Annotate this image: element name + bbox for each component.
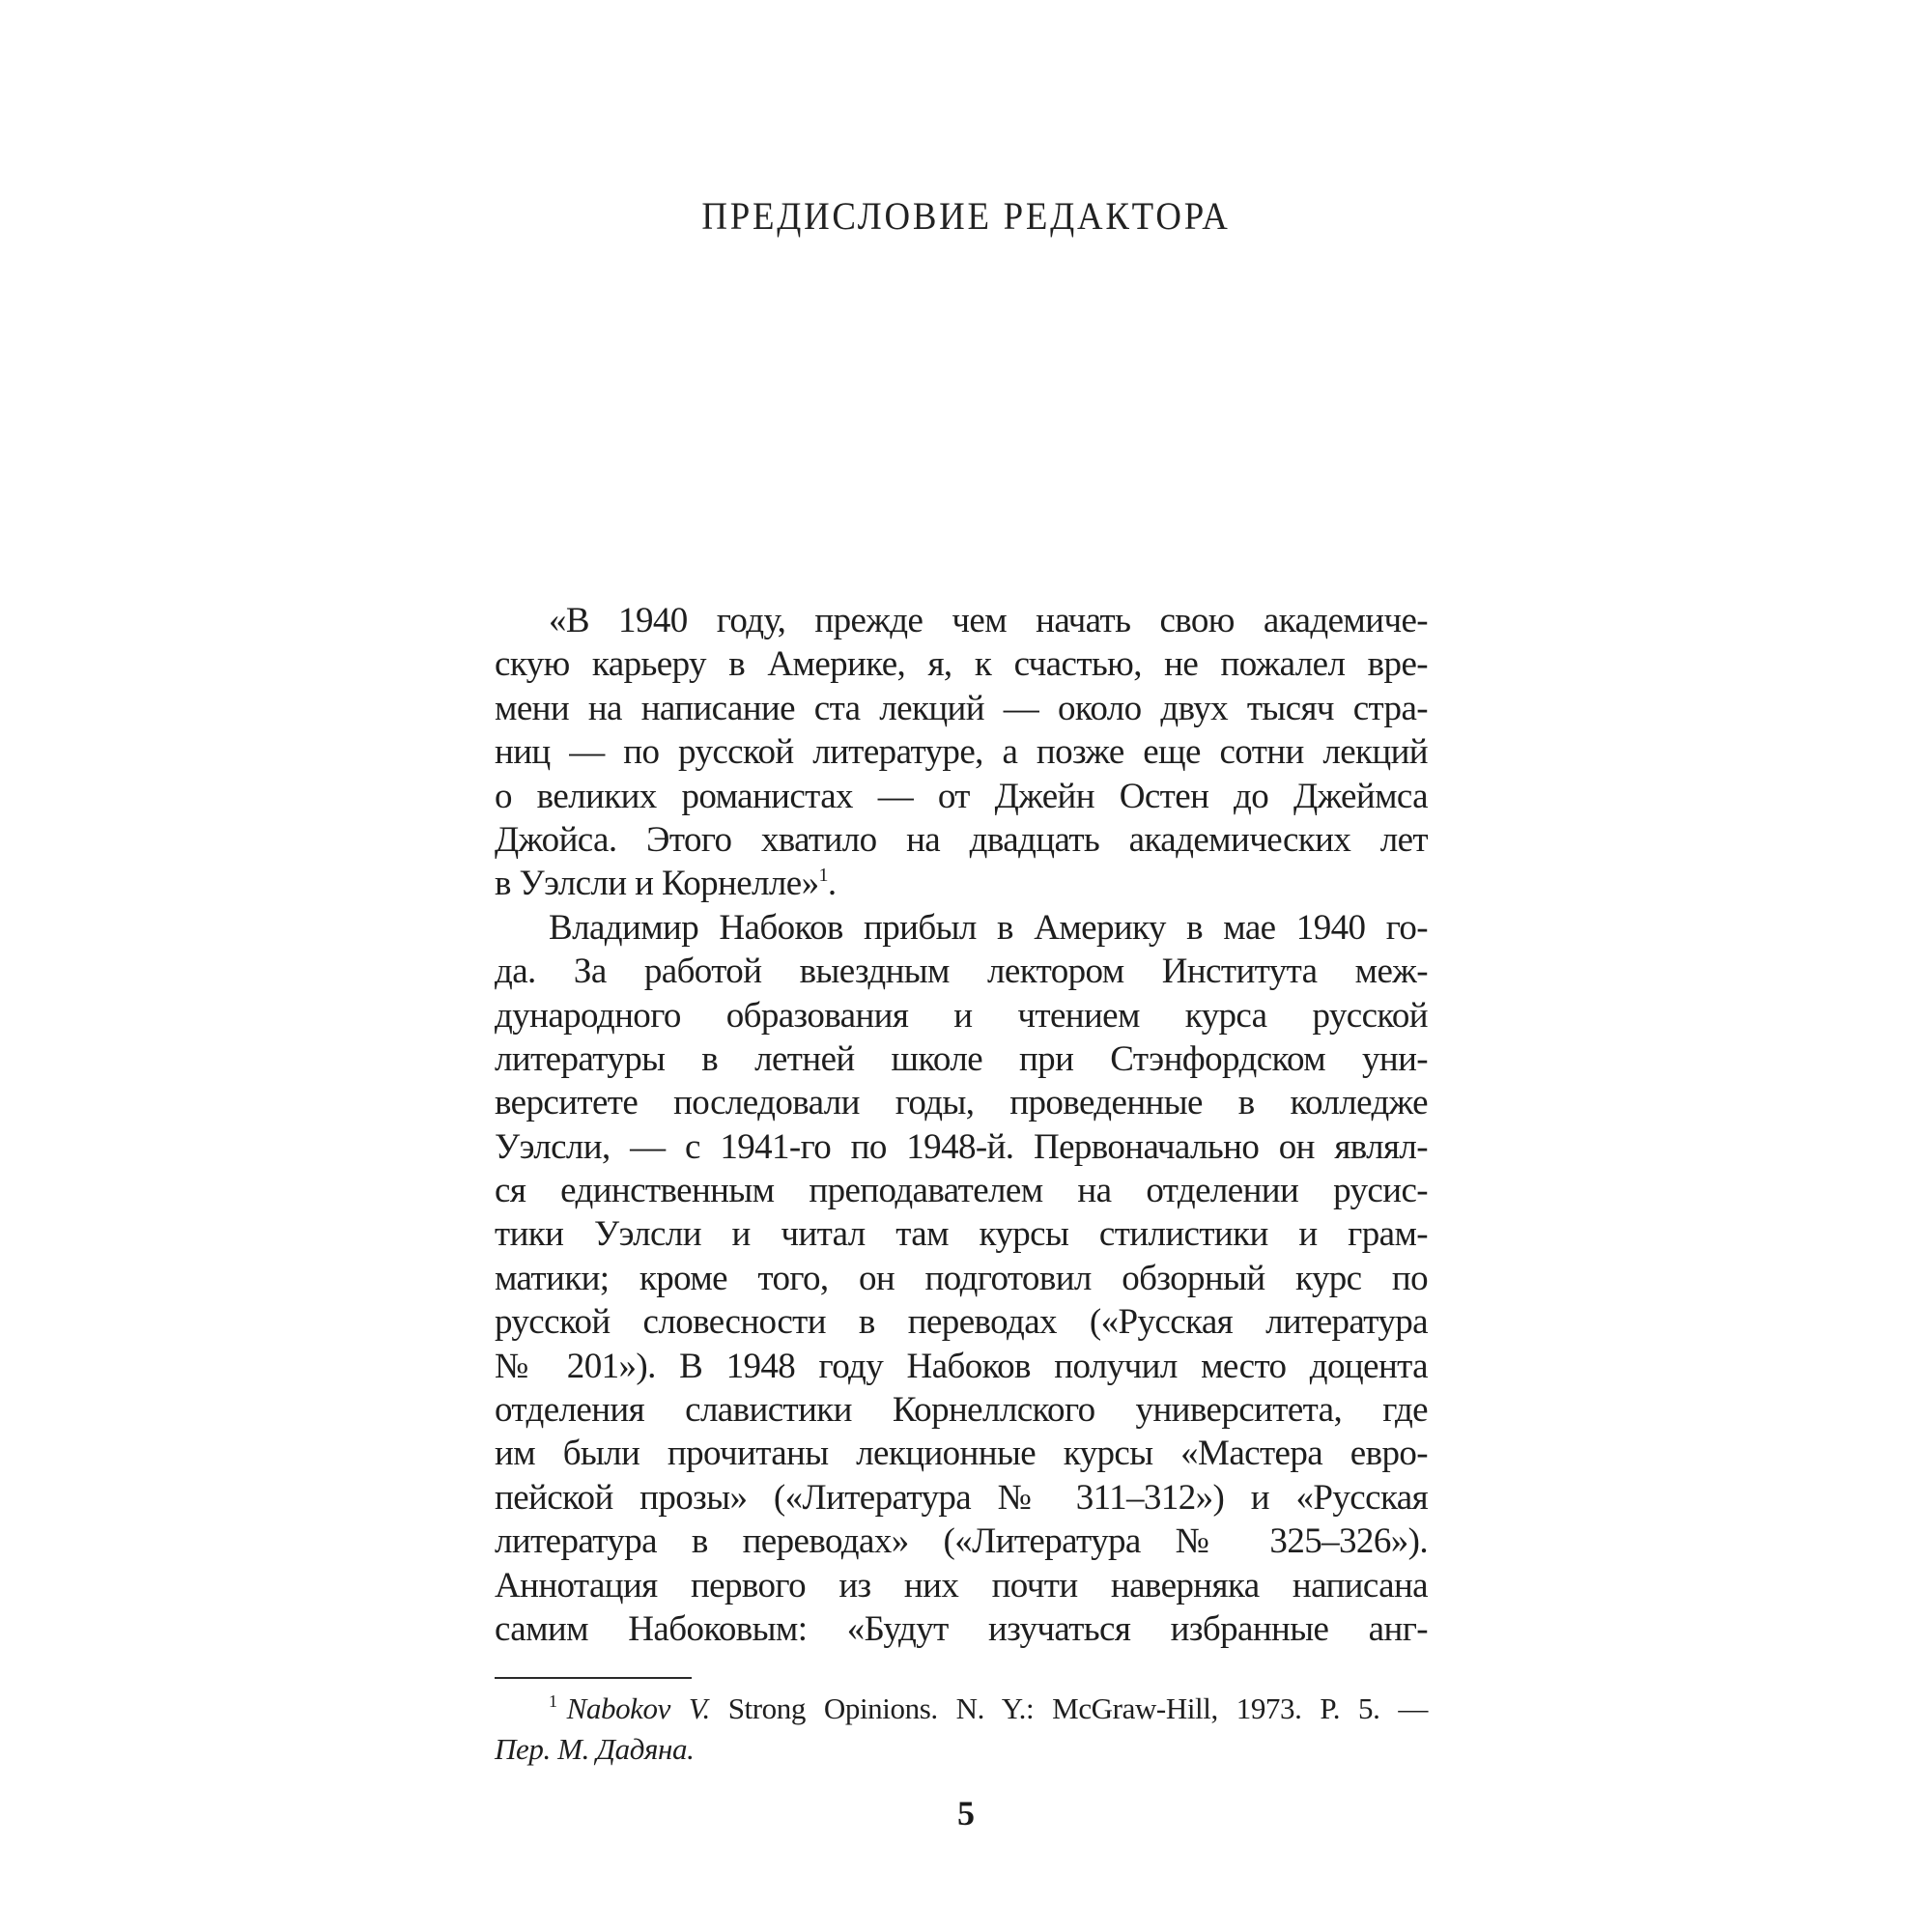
text-line: Владимир Набоков прибыл в Америку в мае 1940 го- — [549, 907, 1428, 948]
footnote-reference[interactable]: 1 — [818, 865, 828, 887]
text-line: Уэлсли, — с 1941-го по 1948-й. Первоначально он являл- — [495, 1126, 1428, 1167]
text-line: тики Уэлсли и читал там курсы стилистики и грам- — [495, 1214, 1428, 1255]
footnote-author: Nabokov V. — [566, 1691, 710, 1725]
text-line: Аннотация первого из них почти наверняка написана — [495, 1565, 1428, 1605]
text-line: литература в переводах» («Литература № 325–326»). — [495, 1521, 1428, 1562]
text-line: верситете последовали годы, проведенные в колледже — [495, 1083, 1428, 1123]
text-line: «В 1940 году, прежде чем начать свою академиче- — [549, 601, 1428, 640]
text-line: Джойса. Этого хватило на двадцать академических лет — [495, 819, 1428, 860]
text-line-content: в Уэлсли и Корнелле» — [495, 864, 819, 904]
page-number: 5 — [957, 1794, 975, 1833]
text-line-with-footnote — [495, 862, 1428, 905]
text-line: мени на написание ста лекций — около двух тысяч стра- — [495, 688, 1428, 728]
text-line: о великих романистах — от Джейн Остен до Джеймса — [495, 776, 1428, 816]
footnote-number: 1 — [549, 1691, 557, 1711]
footnote-line — [495, 1689, 1428, 1729]
text-line: матики; кроме того, он подготовил обзорный курс по — [495, 1258, 1428, 1298]
text-line: ниц — по русской литературе, а позже еще сотни лекций — [495, 732, 1428, 773]
text-line: русской словесности в переводах («Русская литература — [495, 1302, 1428, 1343]
body-text — [495, 599, 1428, 1651]
footnote-divider — [495, 1677, 692, 1679]
text-line: пейской прозы» («Литература № 311–312») и «Русская — [495, 1477, 1428, 1518]
footnote — [495, 1689, 1428, 1770]
footnote-translator: Пер. М. Дадяна. — [495, 1732, 695, 1766]
page-title: ПРЕДИСЛОВИЕ РЕДАКТОРА — [701, 194, 1231, 238]
text-line: отделения славистики Корнеллского университета, где — [495, 1390, 1428, 1431]
text-line: № 201»). В 1948 году Набоков получил место доцента — [495, 1346, 1428, 1386]
text-line: литературы в летней школе при Стэнфордском уни- — [495, 1038, 1428, 1079]
footnote-citation: Strong Opinions. N. Y.: McGraw-Hill, 1973. P. 5. — — [709, 1691, 1428, 1725]
text-line: да. За работой выездным лектором Института меж- — [495, 952, 1428, 992]
text-line-trailing-period: . — [827, 864, 837, 904]
text-line: скую карьеру в Америке, я, к счастью, не пожалел вре- — [495, 644, 1428, 685]
text-line: ся единственным преподавателем на отделении русис- — [495, 1171, 1428, 1211]
text-line: самим Набоковым: «Будут изучаться избранные анг- — [495, 1608, 1428, 1649]
text-line: дународного образования и чтением курса русской — [495, 995, 1428, 1036]
text-line: им были прочитаны лекционные курсы «Мастера евро- — [495, 1434, 1428, 1474]
